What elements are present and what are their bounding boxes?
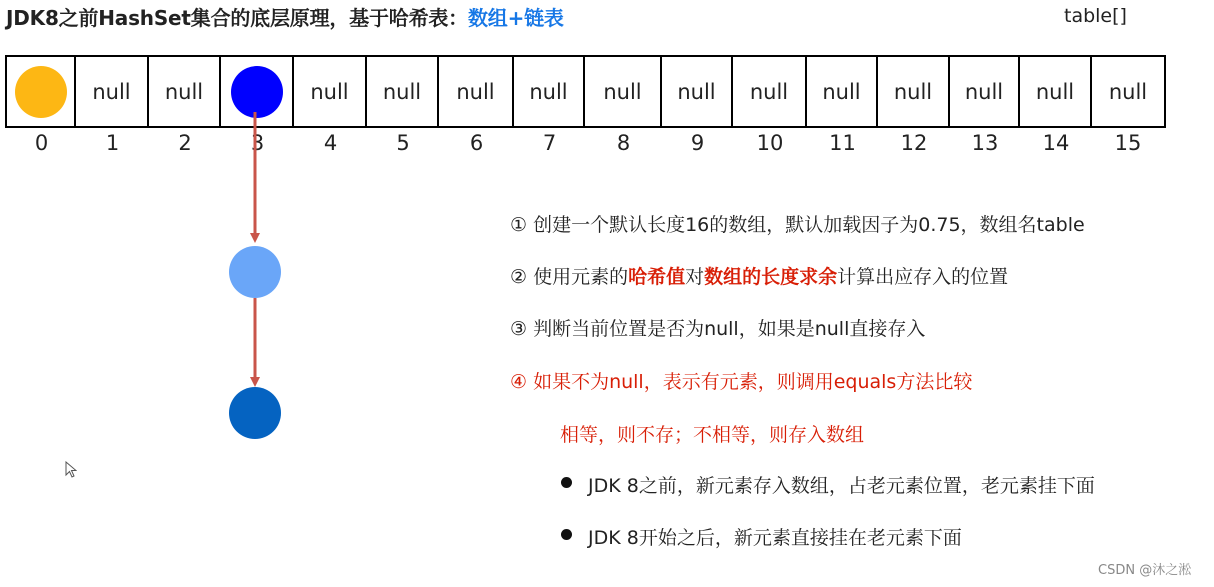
index-label-7: 7: [542, 131, 557, 155]
index-label-8: 8: [616, 131, 631, 155]
array-cell-0: [7, 57, 76, 126]
index-label-15: 15: [1114, 131, 1142, 155]
index-label-13: 13: [971, 131, 999, 155]
cell-null-label: null: [822, 79, 861, 104]
index-label-2: 2: [178, 131, 192, 155]
index-label-5: 5: [396, 131, 410, 155]
step-2-part-e: 计算出应存入的位置: [837, 266, 1009, 288]
title-main: JDK8之前HashSet集合的底层原理，基于哈希表：: [6, 6, 468, 30]
array-cell-4: [294, 57, 367, 126]
cell-null-label: null: [749, 79, 789, 104]
array-cell-13: [950, 57, 1020, 126]
array-cell-7: [514, 57, 585, 126]
index-label-9: 9: [690, 131, 705, 155]
chain-arrow-2: [250, 298, 260, 387]
index-label-1: 1: [105, 131, 120, 155]
cell-null-label: null: [603, 79, 642, 104]
step-3: ③ 判断当前位置是否为null，如果是null直接存入: [510, 318, 926, 340]
array-cell-15: [1092, 57, 1164, 126]
array-cell-12: [878, 57, 950, 126]
watermark: CSDN @沐之淞: [1098, 563, 1192, 578]
cell-null-label: null: [964, 79, 1004, 104]
array-cell-6: [439, 57, 514, 126]
chain-node-3: [229, 387, 281, 439]
cell-null-label: null: [456, 79, 495, 104]
step-2-part-a: ② 使用元素的: [510, 266, 629, 288]
step-2-part-c: 对: [685, 266, 705, 288]
bullet-1: JDK 8之前，新元素存入数组，占老元素位置，老元素挂下面: [588, 475, 1095, 497]
array-cell-8: [585, 57, 662, 126]
cell-null-label: null: [164, 79, 204, 104]
cell-null-label: null: [1108, 79, 1148, 104]
bullet-2: JDK 8开始之后，新元素直接挂在老元素下面: [588, 527, 962, 549]
cell-null-label: null: [1035, 79, 1075, 104]
index-label-3: 3: [250, 131, 265, 155]
array-cell-11: [807, 57, 878, 126]
element-node-0: [15, 66, 67, 118]
index-label-10: 10: [756, 131, 784, 155]
page-title: [6, 2, 564, 32]
bullet-dot-1: [561, 477, 572, 488]
bullet-dot-2: [561, 529, 572, 540]
array-cell-5: [367, 57, 439, 126]
index-label-6: 6: [469, 131, 484, 155]
step-2: [510, 262, 1008, 289]
array-cell-10: [733, 57, 807, 126]
step-2-hash-value: 哈希值: [628, 266, 686, 288]
array-cell-9: [662, 57, 733, 126]
hash-array: [5, 55, 1166, 128]
mouse-cursor-icon: [65, 461, 77, 479]
step-4-sub: 相等，则不存；不相等，则存入数组: [560, 424, 865, 446]
array-cell-3: [221, 57, 294, 126]
cell-null-label: null: [893, 79, 933, 104]
element-node-3: [231, 66, 283, 118]
index-label-0: 0: [34, 131, 49, 155]
title-highlight: 数组+链表: [467, 6, 564, 30]
index-label-12: 12: [900, 131, 928, 155]
array-cell-1: [76, 57, 149, 126]
cell-null-label: null: [382, 79, 422, 104]
table-label: table[]: [1064, 5, 1127, 27]
chain-node-2: [229, 246, 281, 298]
index-label-11: 11: [829, 131, 856, 155]
step-2-array-length-mod: 数组的长度求余: [704, 266, 838, 288]
index-label-14: 14: [1042, 131, 1070, 155]
step-1: ① 创建一个默认长度16的数组，默认加载因子为0.75，数组名table: [510, 214, 1085, 236]
array-cell-2: [149, 57, 221, 126]
cell-null-label: null: [310, 79, 349, 104]
cell-null-label: null: [92, 79, 131, 104]
step-4: ④ 如果不为null，表示有元素，则调用equals方法比较: [510, 371, 973, 393]
index-label-4: 4: [323, 131, 338, 155]
array-cell-14: [1020, 57, 1092, 126]
cell-null-label: null: [529, 79, 568, 104]
cell-null-label: null: [677, 79, 716, 104]
